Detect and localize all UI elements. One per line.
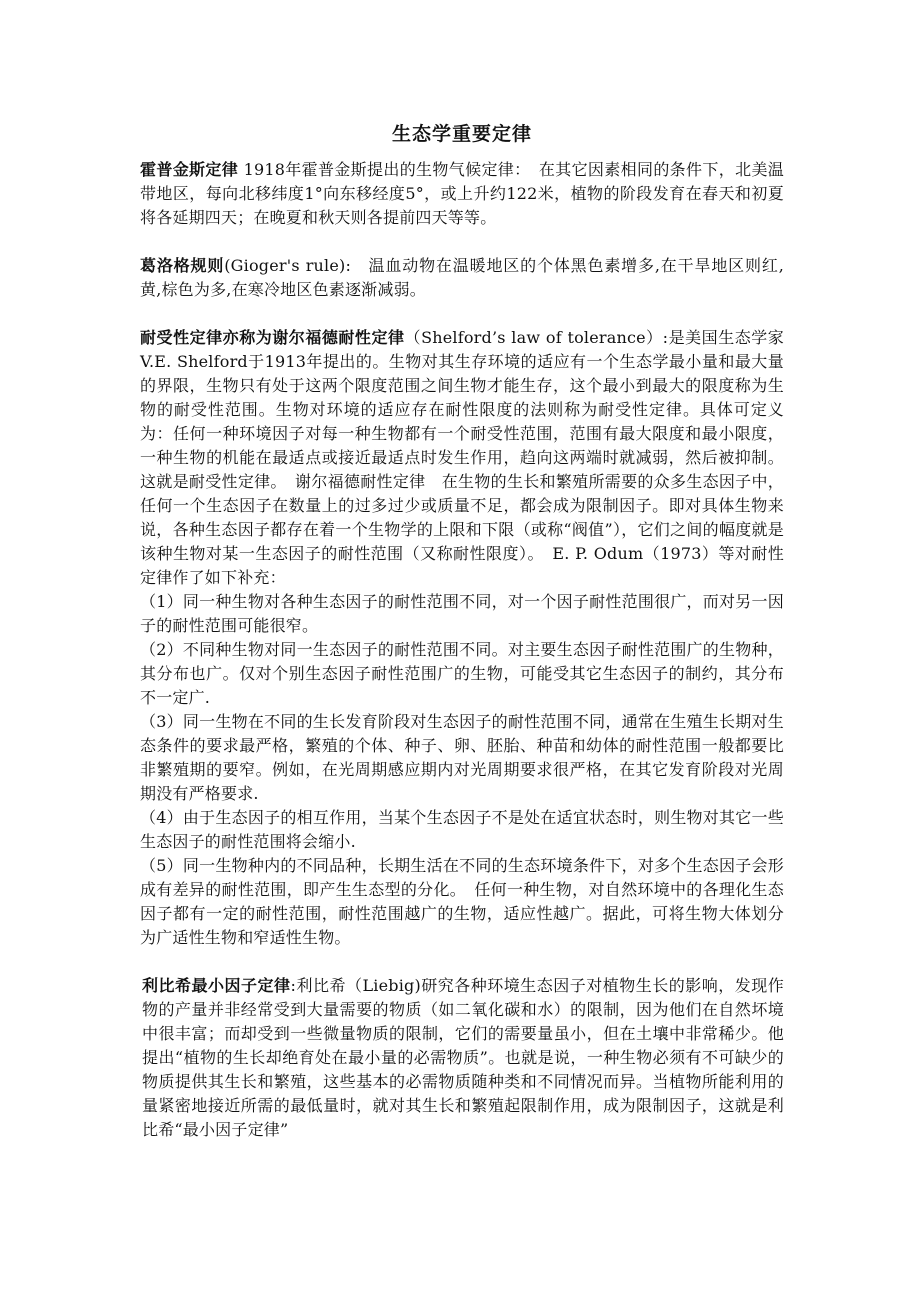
document-title: 生态学重要定律 xyxy=(391,123,532,145)
list-item: （3）同一生物在不同的生长发育阶段对生态因子的耐性范围不同，通常在生殖生长期对生态条件的要求最严格，繁殖的个体、种子、卵、胚胎、种苗和幼体的耐性范围一般都要比非繁殖期的要窄。例如，在光周期感应期内对光周期要求很严格，在其它发育阶段对光周期没有严格要求. xyxy=(140,712,784,803)
section-heading: 霍普金斯定律 xyxy=(140,160,239,179)
section-body: 1918年霍普金斯提出的生物气候定律： 在其它因素相同的条件下，北美温带地区，每向北移纬度1°向东移经度5°，或上升约122米，植物的阶段发育在春天和初夏将各延期四天；在晚夏和秋天则各提前四天等等。 xyxy=(140,160,784,227)
list-item: （4）由于生态因子的相互作用，当某个生态因子不是处在适宜状态时，则生物对其它一些生态因子的耐性范围将会缩小. xyxy=(140,808,784,851)
section-shelford xyxy=(140,326,784,950)
section-body: （Shelford’s law of tolerance）:是美国生态学家V.E. Shelford于1913年提出的。生物对其生存环境的适应有一个生态学最小量和最大量的界限，生物只有处于这两个限度范围之间生物才能生存，这个最小到最大的限度称为生物的耐受性范围。生物对环境的适应存在耐性限度的法则称为耐受性定律。具体可定义为：任何一种环境因子对每一种生物都有一个耐受性范围，范围有最大限度和最小限度，一种生物的机能在最适点或接近最适点时发生作用，趋向这两端时就减弱，然后被抑制。这就是耐受性定律。 谢尔福德耐性定律 在生物的生长和繁殖所需要的众多生态因子中，任何一个生态因子在数量上的过多过少或质量不足，都会成为限制因子。即对具体生物来说，各种生态因子都存在着一个生物学的上限和下限（或称“阀值”），它们之间的幅度就是该种生物对某一生态因子的耐性范围（又称耐性限度）。 E. P. Odum（1973）等对耐性定律作了如下补充： xyxy=(140,328,785,587)
list-item: （2）不同种生物对同一生态因子的耐性范围不同。对主要生态因子耐性范围广的生物种，其分布也广。仅对个别生态因子耐性范围广的生物，可能受其它生态因子的制约，其分布不一定广. xyxy=(140,640,784,707)
section-hopkins xyxy=(140,158,784,230)
section-liebig xyxy=(142,974,784,1142)
section-heading: 利比希最小因子定律 xyxy=(142,976,291,995)
section-heading: 耐受性定律亦称为谢尔福德耐性定律 xyxy=(140,328,405,347)
document-page xyxy=(140,120,784,1166)
section-heading: 葛洛格规则 xyxy=(140,256,225,275)
list-item: （5）同一生物种内的不同品种，长期生活在不同的生态环境条件下，对多个生态因子会形成有差异的耐性范围，即产生生态型的分化。 任何一种生物，对自然环境中的各理化生态因子都有一定的耐性范围，耐性范围越广的生物，适应性越广。据此，可将生物大体划分为广适性生物和窄适性生物。 xyxy=(140,856,784,947)
section-body: :利比希（Liebig)研究各种环境生态因子对植物生长的影响，发现作物的产量并非经常受到大量需要的物质（如二氧化碳和水）的限制，因为他们在自然坏境中很丰富；而却受到一些微量物质的限制，它们的需要量虽小，但在土壤中非常稀少。他提出“植物的生长却绝育处在最小量的必需物质”。也就是说，一种生物必须有不可缺少的物质提供其生长和繁殖，这些基本的必需物质随种类和不同情况而异。当植物所能利用的量紧密地接近所需的最低量时，就对其生长和繁殖起限制作用，成为限制因子，这就是利比希“最小因子定律” xyxy=(142,976,784,1139)
section-gloger xyxy=(140,254,784,302)
list-item: （1）同一种生物对各种生态因子的耐性范围不同，对一个因子耐性范围很广，而对另一因子的耐性范围可能很窄。 xyxy=(140,592,784,635)
section-body: (Gioger's rule): 温血动物在温暖地区的个体黑色素增多,在干旱地区则红,黄,棕色为多,在寒冷地区色素逐渐减弱。 xyxy=(140,256,784,299)
